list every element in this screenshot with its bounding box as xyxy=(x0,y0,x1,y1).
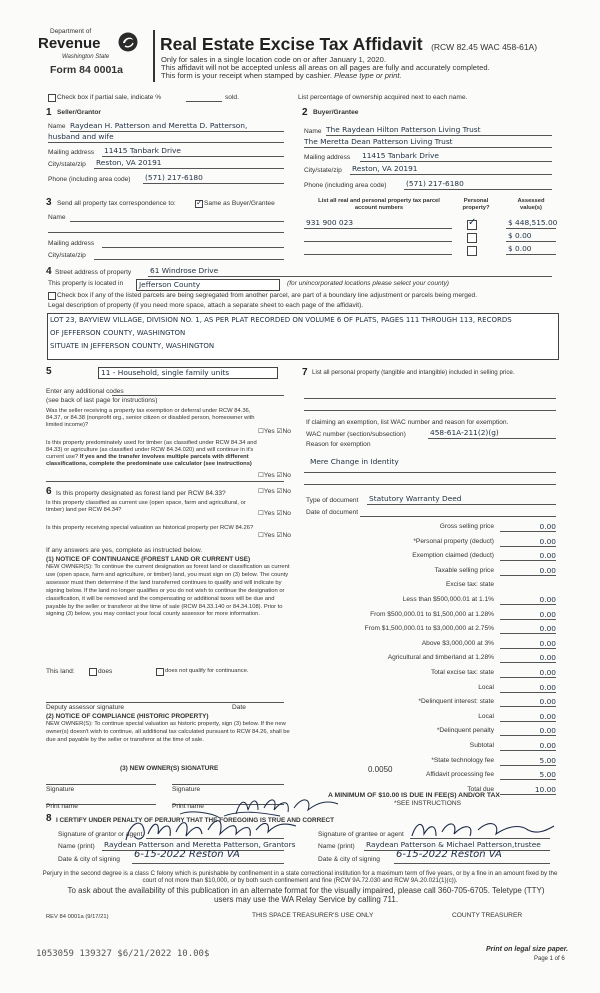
buyer-heading: Buyer/Grantee xyxy=(313,109,359,116)
sec6-if-yes: If any answers are yes, complete as instructed below. xyxy=(46,547,203,554)
calc-value[interactable]: 0.00 xyxy=(539,537,556,546)
assessed-3[interactable]: $ 0.00 xyxy=(508,244,532,253)
minimum-notice: A MINIMUM OF $10.00 IS DUE IN FEE(S) AND/OR TAX xyxy=(328,792,500,799)
calc-label: Total due xyxy=(467,786,494,793)
doc-date-label: Date of document xyxy=(306,509,359,516)
calc-value[interactable]: 0.00 xyxy=(539,712,556,721)
calc-label: Subtotal xyxy=(469,742,494,749)
use-q1-yes[interactable]: ☐Yes ☑No xyxy=(258,428,291,435)
new-owner-print-2-label: Print name xyxy=(172,803,204,810)
form-title: Real Estate Excise Tax Affidavit (RCW 82.45 WAC 458-61A) xyxy=(160,34,538,54)
seller-name-2[interactable]: husband and wife xyxy=(48,132,114,141)
seller-phone-label: Phone (including area code) xyxy=(48,176,131,183)
legal-line-1: LOT 23, BAYVIEW VILLAGE, DIVISION NO. 1, AS PER PLAT RECORDED ON VOLUME 6 OF PLATS, PAGES 111 THROUGH 113, RECORDS xyxy=(50,316,512,324)
partial-sold-label: sold. xyxy=(225,94,239,101)
use-q2: Is this property predominately used for timber (as classified under RCW 84.34 and 84.33) or agriculture (as classified under RCW 84.34.020) and will continue in it's current use? If yes and the transfer involves multiple parcels with different classifications, complete the predominate use calculator (see instructions) xyxy=(46,440,257,467)
seller-addr-label: Mailing address xyxy=(48,149,95,156)
calc-value[interactable]: 0.00 xyxy=(539,726,556,735)
located-label: This property is located in xyxy=(48,280,124,287)
section-1-number: 1 xyxy=(46,107,52,118)
calc-value[interactable]: 5.00 xyxy=(539,770,556,779)
grantee-date-city[interactable]: 6-15-2022 Reston VA xyxy=(396,849,502,860)
document-type[interactable]: Statutory Warranty Deed xyxy=(369,494,462,503)
sec6-q2-yesno[interactable]: ☐Yes ☑No xyxy=(258,510,291,517)
alt-format-notice: To ask about the availability of this publication in an alternate format for the visually impaired, please call 360-705-6705. Teletype (TTY) users may use the WA Relay Service by calling 711. xyxy=(67,886,545,904)
perjury-notice: Perjury in the second degree is a class C felony which is punishable by confinement in a state correctional institution for a maximum term of five years, or by a fine in an amount fixed by the court of not more than $10,000, or by both such confinement and fine (RCW 9A.72.030 and RCW 9A.20.021(1)(c)). xyxy=(42,870,558,885)
calc-value[interactable]: 0.00 xyxy=(539,610,556,619)
notice-2-body: NEW OWNER(S): To continue special valuation as historic property, sign (3) below. If the new owner(s) doesn't wish to continue, all additional tax calculated pursuant to RCW 84.26, shall be due and payable by the seller or transferor at the time of sale. xyxy=(46,721,290,743)
calc-label: Gross selling price xyxy=(439,523,494,530)
calc-value[interactable]: 0.00 xyxy=(539,595,556,604)
add-codes-label: Enter any additional codes xyxy=(46,388,124,395)
calc-label: Less than $500,000.01 at 1.1% xyxy=(402,596,494,603)
corr-name-label: Name xyxy=(48,214,66,221)
form-number: Form 84 0001a xyxy=(50,64,123,76)
calc-label: *Personal property (deduct) xyxy=(413,538,494,545)
use-q1: Was the seller receiving a property tax exemption or deferral under RCW 84.36, 84.37, or 84.38 (nonprofit org., senior citizen or disabled person, homeowner with limited income)? xyxy=(46,408,255,428)
exempt-label: If claiming an exemption, list WAC number and reason for exemption. xyxy=(306,419,509,426)
calc-label: Exemption claimed (deduct) xyxy=(412,552,494,559)
legal-line-3: SITUATE IN JEFFERSON COUNTY, WASHINGTON xyxy=(50,342,215,350)
partial-sale-checkbox[interactable] xyxy=(48,94,56,102)
calc-label: Local xyxy=(478,713,494,720)
calc-value[interactable]: 0.00 xyxy=(539,566,556,575)
grantor-print-name[interactable]: Raydean Patterson and Meretta Patterson, Grantors xyxy=(104,840,296,849)
header-divider xyxy=(153,30,155,82)
new-owner-sig-2-label: Signature xyxy=(172,786,201,793)
calc-value[interactable]: 0.00 xyxy=(539,653,556,662)
use-q2-yes[interactable]: ☐Yes ☑No xyxy=(258,472,291,479)
seller-heading: Seller/Grantor xyxy=(57,109,101,116)
calc-value[interactable]: 0.00 xyxy=(539,522,556,531)
notice-1-title: (1) NOTICE OF CONTINUANCE (FOREST LAND OR CURRENT USE) xyxy=(46,556,251,563)
segregate-checkbox[interactable] xyxy=(48,292,56,300)
local-rate: 0.0050 xyxy=(368,765,393,774)
legal-label: Legal description of property (if you need more space, attach a separate sheet to each page of the affidavit). xyxy=(48,302,364,309)
grantee-name-label: Name (print) xyxy=(318,843,355,850)
sec6-q1: Is this property designated as forest land per RCW 84.33? xyxy=(56,490,226,497)
buyer-phone-label: Phone (including area code) xyxy=(304,182,387,189)
personal-prop-1-checkbox[interactable]: ✓ xyxy=(468,217,477,228)
legal-line-2: OF JEFFERSON COUNTY, WASHINGTON xyxy=(50,329,186,337)
section-3-number: 3 xyxy=(46,197,52,208)
wac-label: WAC number (section/subsection) xyxy=(306,431,406,438)
seller-name-label: Name xyxy=(48,123,66,130)
buyer-csz-label: City/state/zip xyxy=(304,167,342,174)
personal-prop-2-checkbox[interactable] xyxy=(467,233,477,243)
calc-label: *State technology fee xyxy=(431,757,494,764)
section-6-number: 6 xyxy=(46,486,52,497)
doc-type-label: Type of document xyxy=(306,497,359,504)
calc-label: *Delinquent interest: state xyxy=(418,698,494,705)
notice-2-title: (2) NOTICE OF COMPLIANCE (HISTORIC PROPERTY) xyxy=(46,713,209,720)
calc-value[interactable]: 0.00 xyxy=(539,551,556,560)
corr-csz-label: City/state/zip xyxy=(48,252,86,259)
calc-label: Total excise tax: state xyxy=(430,669,494,676)
assessed-1[interactable]: $ 448,515.00 xyxy=(508,218,558,227)
seller-name-1[interactable]: Raydean H. Patterson and Meretta D. Patterson, xyxy=(70,121,248,130)
partial-sale-label: Check box if partial sale, indicate % xyxy=(57,94,162,101)
section-4-number: 4 xyxy=(46,266,52,277)
legal-description-box[interactable] xyxy=(47,313,559,360)
buyer-address[interactable]: 11415 Tanbark Drive xyxy=(362,151,439,160)
treasurer-use: THIS SPACE TREASURER'S USE ONLY xyxy=(252,912,374,919)
county-note: (for unincorporated locations please select your county) xyxy=(287,280,450,287)
calc-value[interactable]: 5.00 xyxy=(539,756,556,765)
personal-prop-label: List all personal property (tangible and intangible) included in selling price. xyxy=(312,369,515,376)
assessed-2[interactable]: $ 0.00 xyxy=(508,231,532,240)
personal-prop-3-checkbox[interactable] xyxy=(467,246,477,256)
grantor-sig-label: Signature of grantor or agent xyxy=(58,831,143,838)
calc-value[interactable]: 0.00 xyxy=(539,668,556,677)
calc-label: Agricultural and timberland at 1.28% xyxy=(387,654,494,661)
buyer-name-label: Name xyxy=(304,128,322,135)
grantee-print-name[interactable]: Raydean Patterson & Michael Patterson,trustee xyxy=(366,840,541,849)
calc-value[interactable]: 0.00 xyxy=(539,697,556,706)
dept-state: Washington State xyxy=(62,54,110,60)
land-use-code-select[interactable]: 11 - Household, single family units xyxy=(98,367,278,379)
this-land-label: This land: xyxy=(46,668,75,675)
dept-main: Revenue xyxy=(38,35,101,52)
sec6-q3: Is this property receiving special valuation as historical property per RCW 84.26? xyxy=(46,525,254,531)
rev-number: REV 84 0001a (9/17/21) xyxy=(46,914,109,920)
grantor-name-label: Name (print) xyxy=(58,843,95,850)
land-does-not-label: does not qualify for continuance. xyxy=(165,668,249,674)
same-as-buyer-checkbox[interactable]: ✓ xyxy=(196,198,203,207)
seller-phone[interactable]: (571) 217-6180 xyxy=(145,173,203,182)
calc-value[interactable]: 10.00 xyxy=(534,785,556,794)
assessed-col-header: Assessed value(s) xyxy=(517,198,545,211)
property-street[interactable]: 61 Windrose Drive xyxy=(150,266,219,275)
dor-swirl-icon xyxy=(116,31,140,53)
ownership-pct-label: List percentage of ownership acquired next to each name. xyxy=(298,94,468,101)
buyer-addr-label: Mailing address xyxy=(304,154,351,161)
parcels-col-header: List all real and personal property tax parcel account numbers xyxy=(318,198,440,211)
exemption-reason[interactable]: Mere Change in Identity xyxy=(310,457,399,466)
deputy-sig-label: Deputy assessor signature xyxy=(46,704,125,711)
sec6-q3-yesno[interactable]: ☐Yes ☑No xyxy=(258,532,291,539)
calc-value[interactable]: 0.00 xyxy=(539,639,556,648)
see-back-label: (see back of last page for instructions) xyxy=(46,397,158,404)
wac-number[interactable]: 458-61A-211(2)(g) xyxy=(430,428,499,437)
calc-label: Taxable selling price xyxy=(434,567,494,574)
grantee-sig-label: Signature of grantee or agent xyxy=(318,831,404,838)
seller-address[interactable]: 11415 Tanbark Drive xyxy=(104,146,181,155)
land-does-label: does xyxy=(98,668,113,675)
street-label: Street address of property xyxy=(55,269,132,276)
segregate-label: Check box if any of the listed parcels are being segregated from another parcel, are part of a boundary line adjustment or parcels being merged. xyxy=(57,292,478,299)
calc-value[interactable]: 0.00 xyxy=(539,683,556,692)
notice-1-body: NEW OWNER(S): To continue the current designation as forest land or classification as current use (open space, farm and agriculture, or timber) land, you must sign on (3) below. The county assessor must then determine if the land transferred continues to qualify and will indicate by signing below. If the land no longer qualifies or you do not wish to continue the designation or classification, it will be removed and the compensating or additional taxes will be due and payable by the seller or transferor at the time of sale (RCW 84.33.140 or 84.34.108). Prior to signing (3) below, you may contact your local county assessor for more information. xyxy=(46,564,290,618)
grantee-date-label: Date & city of signing xyxy=(318,856,380,863)
calc-label: From $500,000.01 to $1,500,000 at 1.28% xyxy=(370,611,494,618)
calc-label: Excise tax: state xyxy=(445,581,494,588)
new-owner-sig-1-label: Signature xyxy=(46,786,75,793)
buyer-phone[interactable]: (571) 217-6180 xyxy=(406,179,464,188)
calc-label: From $1,500,000.01 to $3,000,000 at 2.75% xyxy=(364,625,494,632)
sec6-q2: Is this property classified as current use (open space, farm and agricultural, or timber) land per RCW 84.34? xyxy=(46,500,246,513)
seller-csz-label: City/state/zip xyxy=(48,161,86,168)
dor-logo xyxy=(36,28,148,82)
correspondence-label: Send all property tax correspondence to: xyxy=(57,200,176,207)
calc-value[interactable]: 0.00 xyxy=(539,741,556,750)
calc-value[interactable]: 0.00 xyxy=(539,624,556,633)
same-as-buyer-label: Same as Buyer/Grantee xyxy=(204,200,275,207)
buyer-name-1[interactable]: The Raydean Hilton Patterson Living Trust xyxy=(326,125,481,134)
section-7-number: 7 xyxy=(302,367,308,378)
section-2-number: 2 xyxy=(302,107,308,118)
see-instructions: *SEE INSTRUCTIONS xyxy=(394,800,462,807)
parcel-1[interactable]: 931 900 023 xyxy=(306,218,354,227)
reason-label: Reason for exemption xyxy=(306,441,371,448)
legal-size-note: Print on legal size paper. xyxy=(486,946,569,953)
county-select[interactable]: Jefferson County xyxy=(136,279,280,291)
dept-top: Department of xyxy=(50,28,92,35)
corr-addr-label: Mailing address xyxy=(48,240,95,247)
calc-label: Local xyxy=(478,684,494,691)
section-8-number: 8 xyxy=(46,813,52,824)
new-owner-print-1-label: Print name xyxy=(46,803,78,810)
sec6-q1-yesno[interactable]: ☐Yes ☑No xyxy=(258,488,291,495)
grantor-date-city[interactable]: 6-15-2022 Reston VA xyxy=(134,849,240,860)
seller-city-state-zip[interactable]: Reston, VA 20191 xyxy=(96,158,162,167)
certify-heading: I CERTIFY UNDER PENALTY OF PERJURY THAT THE FOREGOING IS TRUE AND CORRECT xyxy=(56,817,335,824)
calc-label: Affidavit processing fee xyxy=(425,771,494,778)
notice-3-title: (3) NEW OWNER(S) SIGNATURE xyxy=(120,765,219,772)
cashier-stamp: 1053059 139327 $6/21/2022 10.00$ xyxy=(36,949,210,959)
county-treasurer: COUNTY TREASURER xyxy=(452,912,523,919)
page-number: Page 1 of 6 xyxy=(534,956,565,962)
personal-prop-col-header: Personal property? xyxy=(462,198,490,211)
buyer-name-2[interactable]: The Meretta Dean Patterson Living Trust xyxy=(304,137,453,146)
calc-label: Above $3,000,000 at 3% xyxy=(421,640,494,647)
grantor-date-label: Date & city of signing xyxy=(58,856,120,863)
header-sub2: This affidavit will not be accepted unless all areas on all pages are fully and accurately completed. xyxy=(161,63,490,72)
section-5-number: 5 xyxy=(46,366,52,377)
buyer-city-state-zip[interactable]: Reston, VA 20191 xyxy=(352,164,418,173)
deputy-date-label: Date xyxy=(232,704,246,711)
header-sub3: This form is your receipt when stamped by cashier. Please type or print. xyxy=(161,71,402,80)
calc-label: *Delinquent penalty xyxy=(436,727,494,734)
header-sub1: Only for sales in a single location code on or after January 1, 2020. xyxy=(161,55,386,64)
